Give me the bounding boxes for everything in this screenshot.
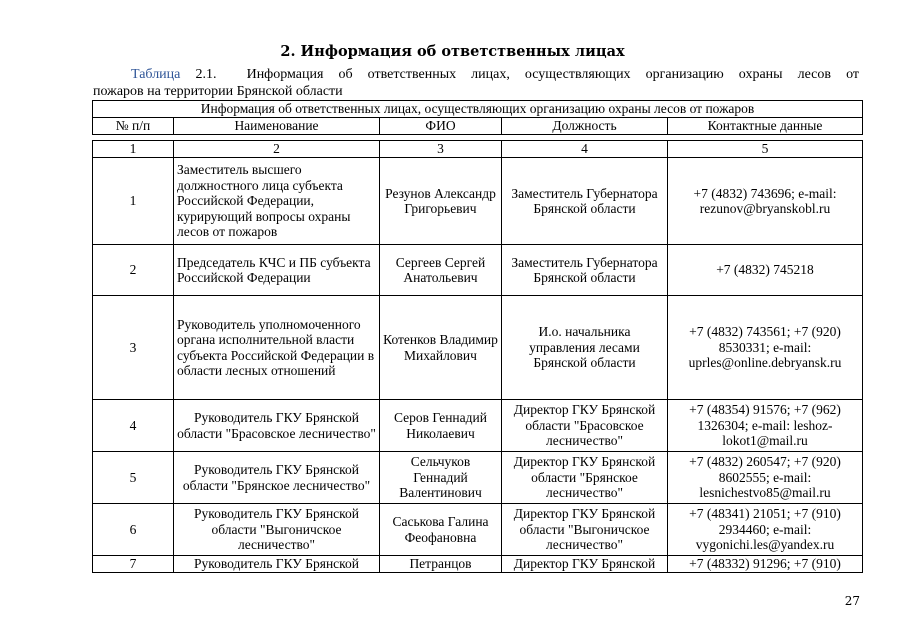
table-row [93,400,863,452]
column-number: 4 [502,141,668,158]
row-name: Руководитель ГКУ Брянской [174,556,380,573]
row-number: 5 [93,452,174,504]
section-heading: 2. Информация об ответственных лицах [280,43,625,60]
column-number-row [93,141,863,158]
column-number: 2 [174,141,380,158]
row-position: Заместитель Губернатора Брянской области [502,158,668,245]
column-number: 1 [93,141,174,158]
row-number: 4 [93,400,174,452]
row-contacts: +7 (48332) 91296; +7 (910) [668,556,863,573]
row-number: 6 [93,504,174,556]
row-fio: Сельчуков Геннадий Валентинович [380,452,502,504]
table-row [93,504,863,556]
caption-line-1 [93,66,859,83]
row-contacts: +7 (48354) 91576; +7 (962) 1326304; e-mail: leshoz-lokot1@mail.ru [668,400,863,452]
row-name: Руководитель ГКУ Брянской области "Выгоничское лесничество" [174,504,380,556]
caption-label: Таблица [131,67,181,82]
table-title: Информация об ответственных лицах, осуществляющих организацию охраны лесов от пожаров [93,101,863,118]
column-header: ФИО [380,118,502,135]
column-number: 3 [380,141,502,158]
row-fio: Серов Геннадий Николаевич [380,400,502,452]
table-row [93,158,863,245]
row-position: Директор ГКУ Брянской области "Брасовское лесничество" [502,400,668,452]
table-row [93,245,863,296]
row-fio: Петранцов [380,556,502,573]
page-number: 27 [844,594,860,608]
caption-text: Информация об ответственных лицах, осуществляющих организацию охраны лесов от [246,67,860,82]
column-header-row [93,118,863,135]
row-fio: Резунов Александр Григорьевич [380,158,502,245]
row-number: 2 [93,245,174,296]
column-header: Должность [502,118,668,135]
table-row [93,296,863,400]
row-name: Руководитель ГКУ Брянской области "Брасовское лесничество" [174,400,380,452]
row-contacts: +7 (4832) 745218 [668,245,863,296]
row-position: Директор ГКУ Брянской области "Брянское лесничество" [502,452,668,504]
row-contacts: +7 (4832) 743561; +7 (920) 8530331; e-mail: uprles@online.debryansk.ru [668,296,863,400]
table-title-row [93,101,863,118]
row-number: 7 [93,556,174,573]
table-caption [93,66,859,100]
column-number: 5 [668,141,863,158]
row-position: И.о. начальника управления лесами Брянской области [502,296,668,400]
row-name: Заместитель высшего должностного лица субъекта Российской Федерации, курирующий вопросы охраны лесов от пожаров [174,158,380,245]
caption-number: 2.1. [195,67,217,82]
row-number: 1 [93,158,174,245]
row-name: Председатель КЧС и ПБ субъекта Российской Федерации [174,245,380,296]
row-name: Руководитель ГКУ Брянской области "Брянское лесничество" [174,452,380,504]
row-contacts: +7 (48341) 21051; +7 (910) 2934460; e-mail: vygonichi.les@yandex.ru [668,504,863,556]
row-contacts: +7 (4832) 260547; +7 (920) 8602555; e-mail: lesnichestvo85@mail.ru [668,452,863,504]
row-number: 3 [93,296,174,400]
row-position: Заместитель Губернатора Брянской области [502,245,668,296]
table-row [93,556,863,573]
table-header [92,100,863,135]
table-row [93,452,863,504]
row-contacts: +7 (4832) 743696; e-mail: rezunov@bryanskobl.ru [668,158,863,245]
data-table [92,140,863,573]
column-header: № п/п [93,118,174,135]
caption-line-2: пожаров на территории Брянской области [93,84,343,99]
row-fio: Сергеев Сергей Анатольевич [380,245,502,296]
row-name: Руководитель уполномоченного органа исполнительной власти субъекта Российской Федерации в области лесных отношений [174,296,380,400]
row-fio: Саськова Галина Феофановна [380,504,502,556]
row-position: Директор ГКУ Брянской области "Выгоничское лесничество" [502,504,668,556]
column-header: Наименование [174,118,380,135]
column-header: Контактные данные [668,118,863,135]
row-position: Директор ГКУ Брянской [502,556,668,573]
row-fio: Котенков Владимир Михайлович [380,296,502,400]
